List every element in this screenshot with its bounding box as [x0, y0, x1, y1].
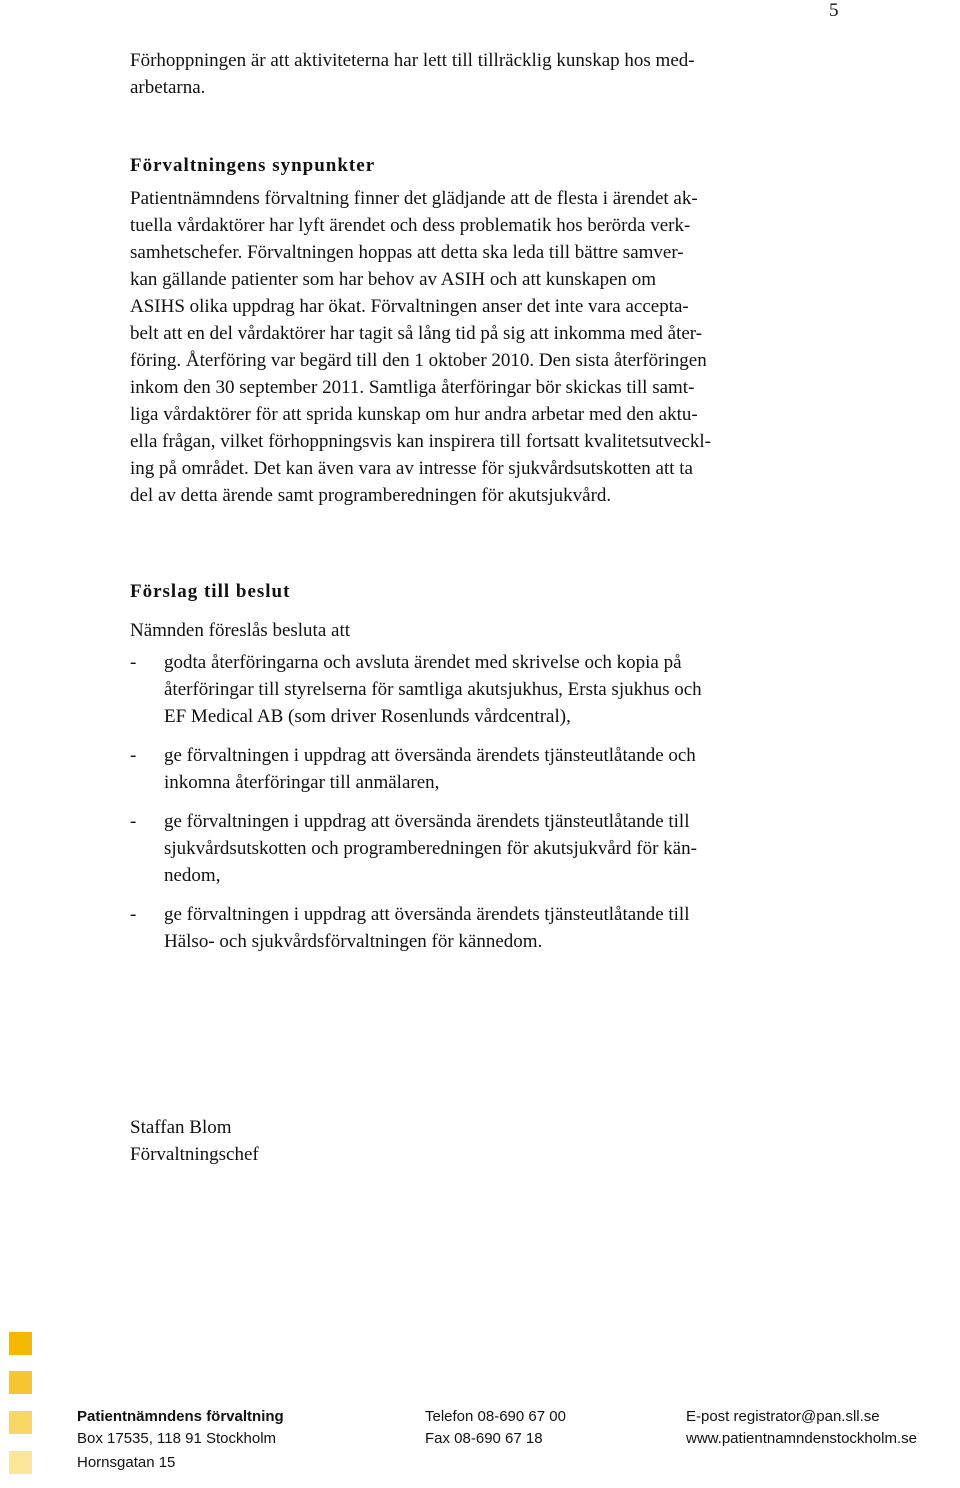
section-heading-forslag: Förslag till beslut [130, 581, 291, 602]
text-line: ge förvaltningen i uppdrag att översända ärendets tjänsteutlåtande till [164, 811, 690, 832]
footer-website[interactable]: www.patientnamndenstockholm.se [686, 1430, 917, 1447]
text-line: sjukvårdsutskotten och programberedningen för akutsjukvård för kän- [164, 838, 697, 859]
logo-square [9, 1371, 32, 1394]
logo-square [9, 1451, 32, 1474]
list-item [130, 808, 850, 889]
dash-marker: - [130, 652, 137, 673]
synpunkter-paragraph [130, 185, 850, 509]
signature-name: Staffan Blom [130, 1117, 232, 1138]
text-line: arbetarna. [130, 77, 206, 98]
dash-marker: - [130, 811, 137, 832]
text-line: Förhoppningen är att aktiviteterna har lett till tillräcklig kunskap hos med- [130, 50, 695, 71]
text-line: ge förvaltningen i uppdrag att översända ärendets tjänsteutlåtande till [164, 904, 690, 925]
list-item [130, 742, 850, 796]
text-line: nedom, [164, 865, 221, 886]
page-number: 5 [829, 0, 839, 21]
text-line: inkomna återföringar till anmälaren, [164, 772, 440, 793]
text-line: ge förvaltningen i uppdrag att översända ärendets tjänsteutlåtande och [164, 745, 696, 766]
footer-email[interactable]: E-post registrator@pan.sll.se [686, 1408, 880, 1425]
text-line: godta återföringarna och avsluta ärendet med skrivelse och kopia på [164, 652, 682, 673]
text-line: återföringar till styrelserna för samtliga akutsjukhus, Ersta sjukhus och [164, 679, 702, 700]
footer-org-name: Patientnämndens förvaltning [77, 1408, 284, 1425]
signature-block [130, 1114, 850, 1168]
footer-address-line-2: Hornsgatan 15 [77, 1454, 176, 1471]
dash-marker: - [130, 904, 137, 925]
footer-address-line-1: Box 17535, 118 91 Stockholm [77, 1430, 277, 1447]
forslag-intro: Nämnden föreslås besluta att [130, 620, 351, 641]
intro-paragraph [130, 47, 850, 101]
footer-fax: Fax 08-690 67 18 [425, 1430, 543, 1447]
signature-title: Förvaltningschef [130, 1144, 259, 1165]
text-line: Patientnämndens förvaltning finner det glädjande att de flesta i ärendet ak- [130, 188, 698, 209]
text-line: liga vårdaktörer för att sprida kunskap om hur andra arbetar med den aktu- [130, 404, 698, 425]
text-line: samhetschefer. Förvaltningen hoppas att detta ska leda till bättre samver- [130, 242, 684, 263]
text-line: ASIHS olika uppdrag har ökat. Förvaltningen anser det inte vara accepta- [130, 296, 689, 317]
text-line: kan gällande patienter som har behov av ASIH och att kunskapen om [130, 269, 657, 290]
section-heading-synpunkter: Förvaltningens synpunkter [130, 155, 376, 176]
text-line: EF Medical AB (som driver Rosenlunds vårdcentral), [164, 706, 571, 727]
footer-phone: Telefon 08-690 67 00 [425, 1408, 566, 1425]
list-item [130, 649, 850, 730]
dash-marker: - [130, 745, 137, 766]
list-item [130, 901, 850, 955]
logo-square [9, 1411, 32, 1434]
text-line: del av detta ärende samt programberedningen för akutsjukvård. [130, 485, 612, 506]
text-line: tuella vårdaktörer har lyft ärendet och dess problematik hos berörda verk- [130, 215, 691, 236]
text-line: ing på området. Det kan även vara av intresse för sjukvårdsutskotten att ta [130, 458, 693, 479]
logo-square [9, 1332, 32, 1355]
text-line: inkom den 30 september 2011. Samtliga återföringar bör skickas till samt- [130, 377, 695, 398]
text-line: föring. Återföring var begärd till den 1 oktober 2010. Den sista återföringen [130, 350, 707, 371]
text-line: ella frågan, vilket förhoppningsvis kan inspirera till fortsatt kvalitetsutveckl- [130, 431, 711, 452]
text-line: belt att en del vårdaktörer har tagit så lång tid på sig att inkomma med åter- [130, 323, 703, 344]
text-line: Hälso- och sjukvårdsförvaltningen för kännedom. [164, 931, 543, 952]
